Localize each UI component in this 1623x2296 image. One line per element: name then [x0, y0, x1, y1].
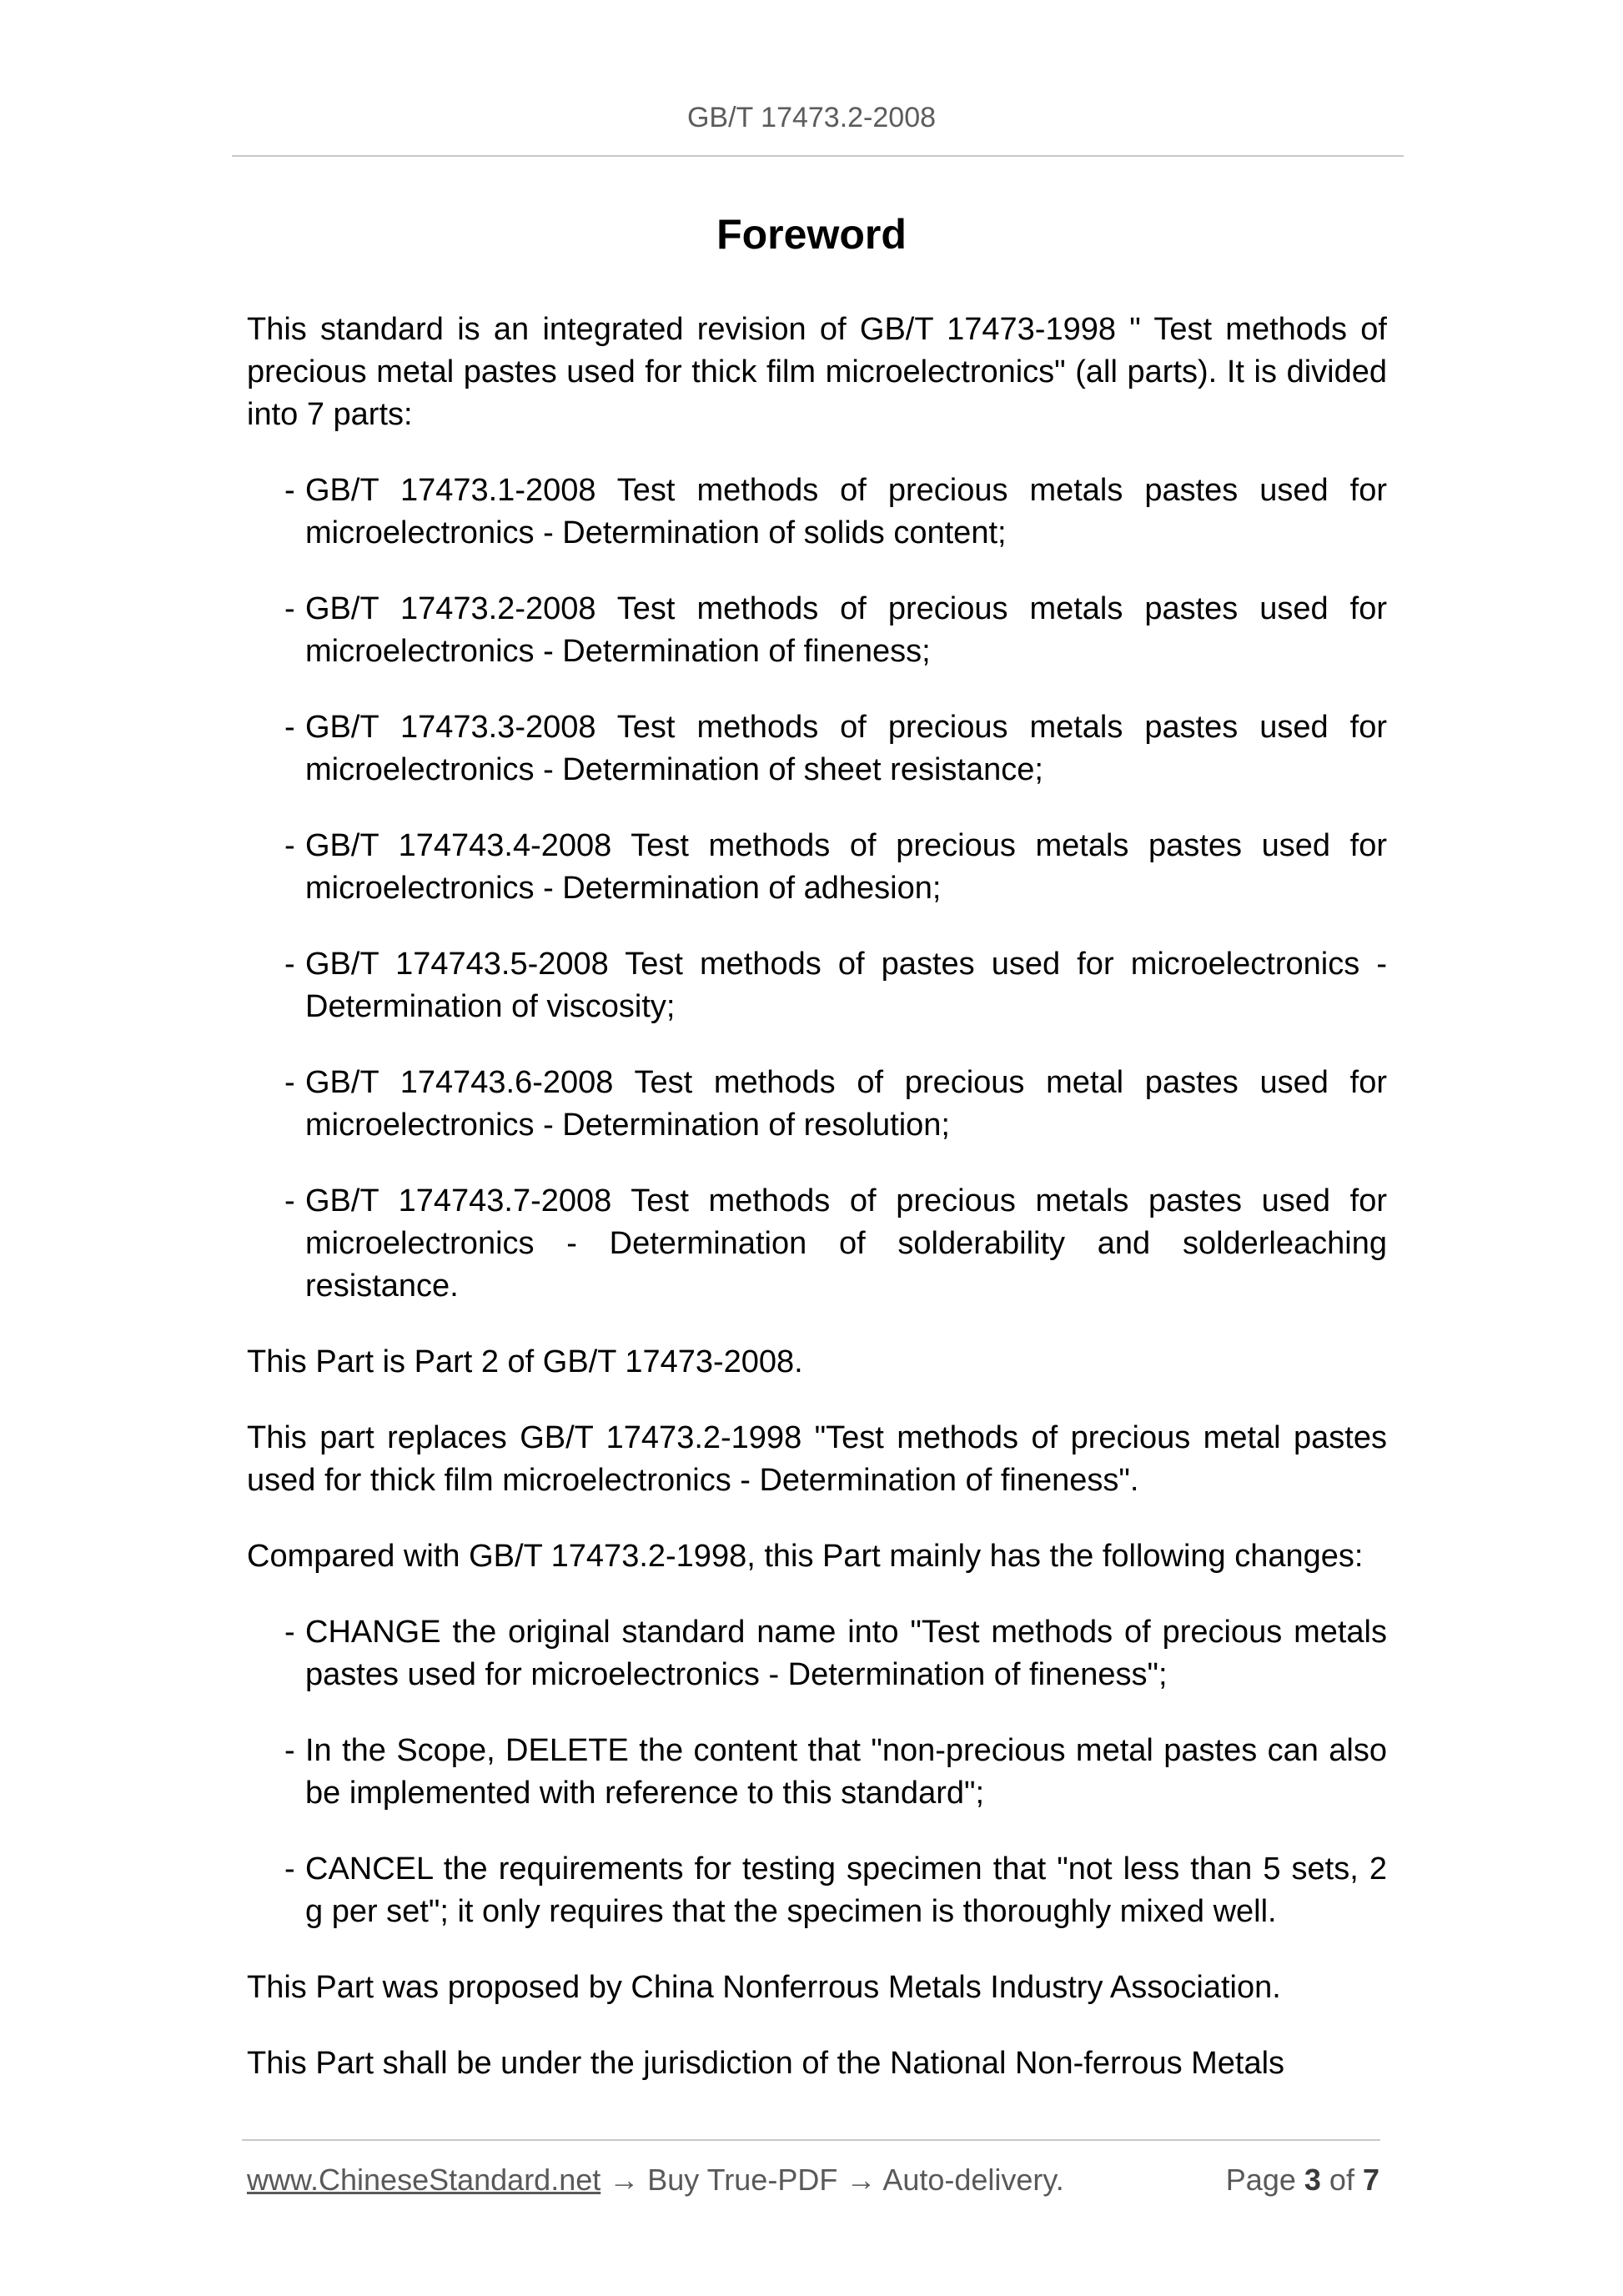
- intro-paragraph: This standard is an integrated revision of GB/T 17473-1998 " Test methods of precious metal pastes used for thick film microelectronics" (all parts). It is divided into 7 parts:: [247, 312, 1387, 432]
- changes-list: [247, 1611, 1387, 1933]
- list-marker: -: [284, 1615, 295, 1650]
- list-item: [247, 588, 1387, 673]
- list-marker: -: [284, 1065, 295, 1100]
- list-item-text: CHANGE the original standard name into "Test methods of precious metals pastes used for microelectronics - Determination of fineness";: [305, 1615, 1387, 1692]
- list-item: [247, 1611, 1387, 1696]
- list-item: [247, 470, 1387, 555]
- list-marker: -: [284, 828, 295, 863]
- header-divider: [232, 155, 1404, 157]
- list-item-text: GB/T 174743.5-2008 Test methods of pastes used for microelectronics - Determination of viscosity;: [305, 947, 1387, 1024]
- document-body: [247, 309, 1387, 2118]
- page-of-label: of: [1329, 2163, 1354, 2197]
- page-total: 7: [1362, 2163, 1379, 2197]
- footer-divider: [242, 2139, 1380, 2141]
- list-marker: -: [284, 1733, 295, 1768]
- list-marker: -: [284, 473, 295, 508]
- list-marker: -: [284, 1851, 295, 1887]
- website-link[interactable]: www.ChineseStandard.net: [247, 2163, 601, 2197]
- footer-promo: [247, 2160, 1064, 2200]
- list-item-text: GB/T 174743.6-2008 Test methods of precious metal pastes used for microelectronics - Determination of resolution;: [305, 1065, 1387, 1143]
- page-title: Foreword: [716, 211, 907, 258]
- list-item: [247, 1180, 1387, 1308]
- list-item: [247, 825, 1387, 910]
- list-item-text: GB/T 174743.4-2008 Test methods of precious metals pastes used for microelectronics - Determination of adhesion;: [305, 828, 1387, 906]
- page-current: 3: [1304, 2163, 1321, 2197]
- proposed-paragraph: This Part was proposed by China Nonferrous Metals Industry Association.: [247, 1970, 1281, 2005]
- list-marker: -: [284, 947, 295, 982]
- list-marker: -: [284, 710, 295, 745]
- list-item: [247, 706, 1387, 791]
- list-item-text: GB/T 17473.1-2008 Test methods of precious metals pastes used for microelectronics - Determination of solids content;: [305, 473, 1387, 550]
- list-marker: -: [284, 1183, 295, 1218]
- list-marker: -: [284, 591, 295, 626]
- list-item-text: CANCEL the requirements for testing specimen that "not less than 5 sets, 2 g per set"; it only requires that the specimen is thoroughly mixed well.: [305, 1851, 1387, 1929]
- list-item: [247, 1730, 1387, 1815]
- list-item: [247, 1062, 1387, 1147]
- page-indicator: [1226, 2160, 1379, 2200]
- parts-list: [247, 470, 1387, 1308]
- list-item: [247, 1848, 1387, 1933]
- list-item: [247, 943, 1387, 1028]
- part-number-paragraph: This Part is Part 2 of GB/T 17473-2008.: [247, 1344, 803, 1379]
- changes-intro-paragraph: Compared with GB/T 17473.2-1998, this Part mainly has the following changes:: [247, 1539, 1364, 1574]
- list-item-text: GB/T 174743.7-2008 Test methods of precious metals pastes used for microelectronics - Determination of solderability and solderleaching resistance.: [305, 1183, 1387, 1304]
- list-item-text: GB/T 17473.2-2008 Test methods of precious metals pastes used for microelectronics - Determination of fineness;: [305, 591, 1387, 669]
- list-item-text: GB/T 17473.3-2008 Test methods of precious metals pastes used for microelectronics - Determination of sheet resistance;: [305, 710, 1387, 787]
- list-item-text: In the Scope, DELETE the content that "non-precious metal pastes can also be implemented with reference to this standard";: [305, 1733, 1387, 1811]
- document-header: GB/T 17473.2-2008: [686, 102, 937, 133]
- page-label: Page: [1225, 2163, 1296, 2197]
- jurisdiction-paragraph: This Part shall be under the jurisdiction of the National Non-ferrous Metals: [247, 2046, 1285, 2081]
- footer-tagline: → Buy True-PDF → Auto-delivery.: [600, 2163, 1064, 2197]
- replaces-paragraph: This part replaces GB/T 17473.2-1998 "Test methods of precious metal pastes used for thick film microelectronics - Determination of fineness".: [247, 1420, 1387, 1498]
